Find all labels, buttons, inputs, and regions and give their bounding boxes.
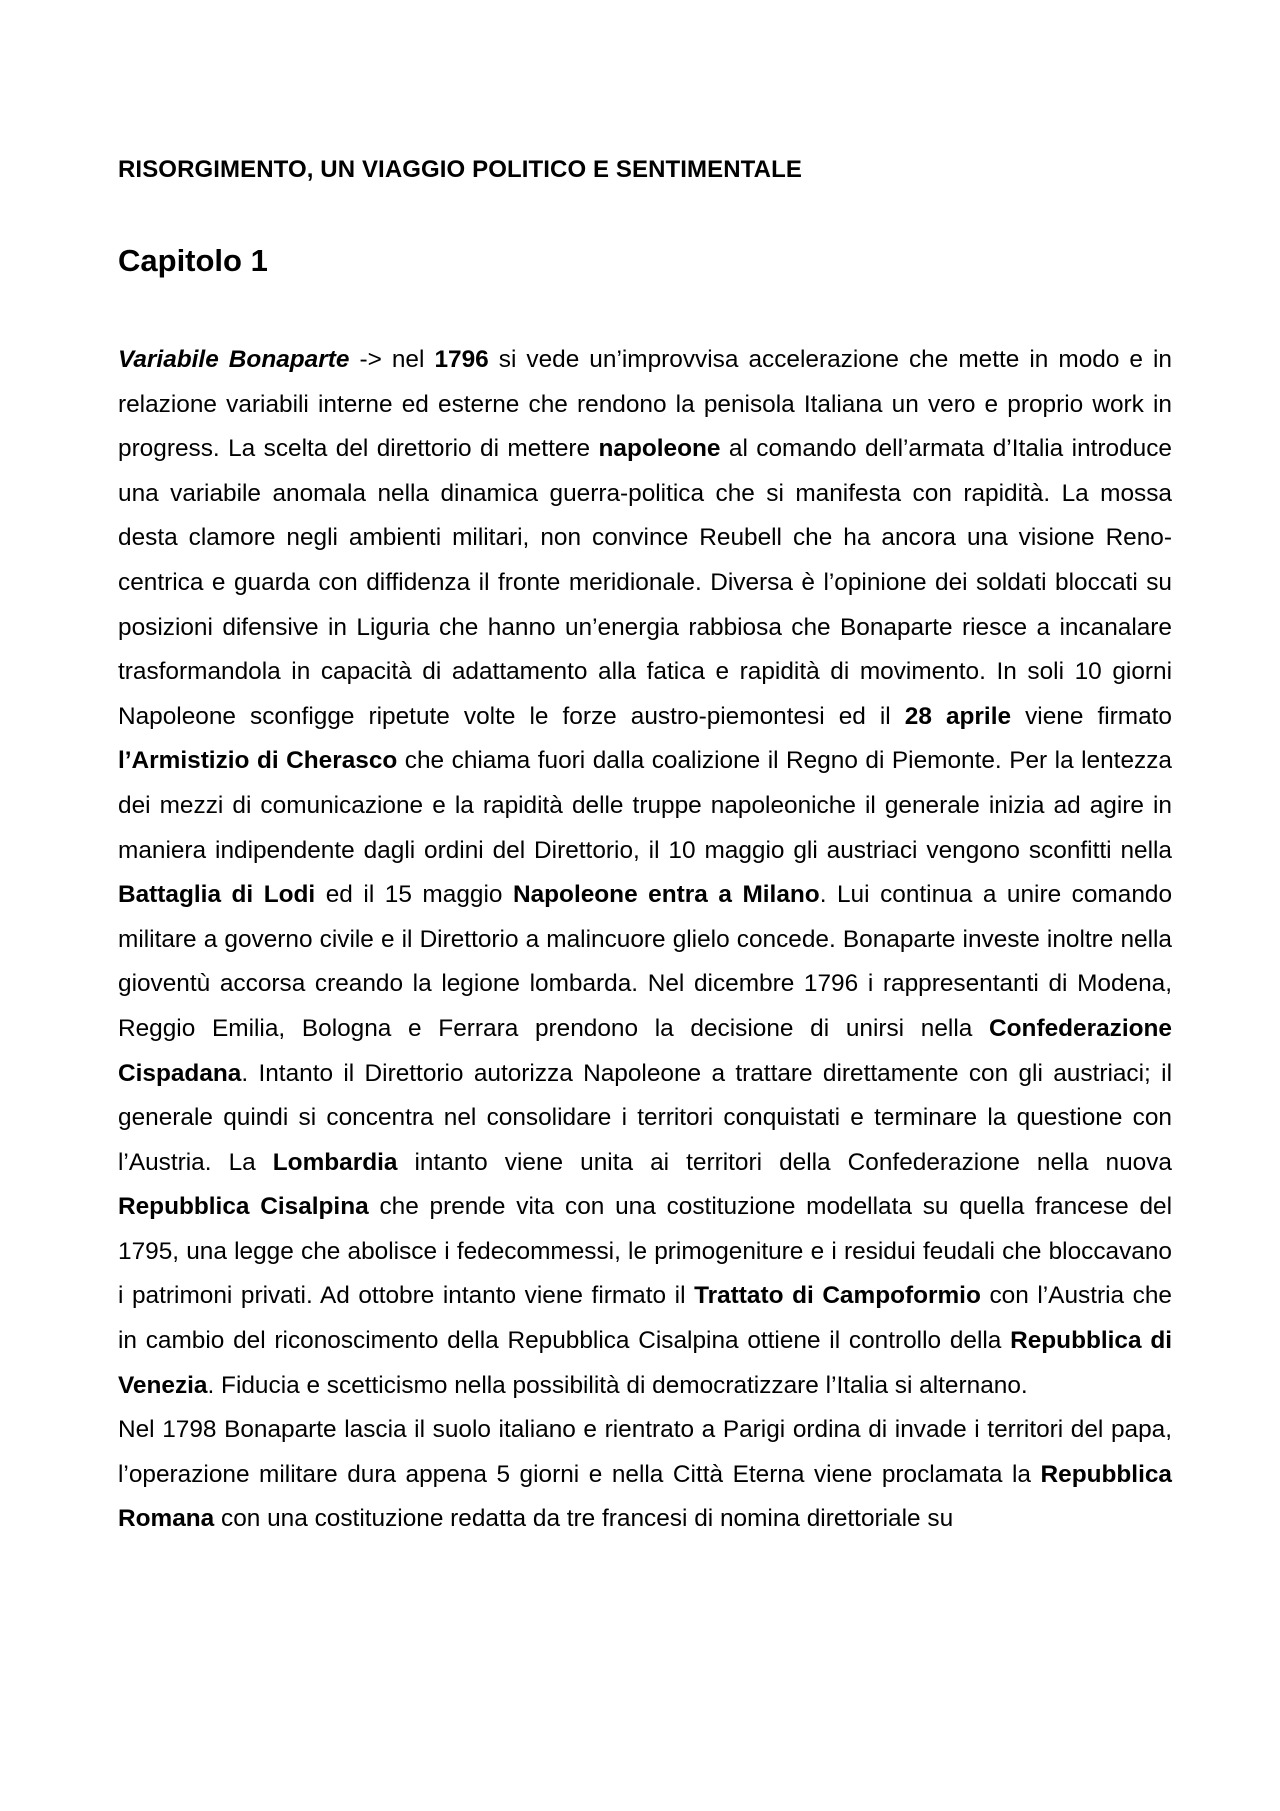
text-run: -> nel [349,346,435,373]
chapter-heading: Capitolo 1 [118,243,268,278]
text-run: che prende vita con una costituzione modellata su quella francese del 1795, una legge che abolisce i fedecommessi, le primogeniture e i residui feudali che bloccavano i patrimoni privati. Ad ottobre intanto viene firmato il [118,1193,1172,1310]
emphasized-text: Repubblica di Venezia [118,1327,1172,1399]
emphasized-text: l’Armistizio di Cherasco [118,747,398,775]
emphasized-text: Variabile Bonaparte [118,346,350,373]
text-run: intanto viene unita ai territori della Confederazione nella nuova [397,1148,1172,1176]
text-run: che chiama fuori dalla coalizione il Regno di Piemonte. Per la lentezza dei mezzi di comunicazione e la rapidità delle truppe napoleoniche il generale inizia ad agire in maniera indipendente dagli ordini del Direttorio, il 10 maggio gli austriaci vengono sconfitti nella [118,747,1172,864]
emphasized-text: 1796 [434,346,489,373]
text-run: con l’Austria che in cambio del riconoscimento della Repubblica Cisalpina ottiene il controllo della [118,1282,1172,1355]
text-run: . Fiducia e scetticismo nella possibilità di democratizzare l’Italia si alternano. [207,1371,1028,1399]
emphasized-text: Repubblica Cisalpina [118,1193,369,1221]
emphasized-text: Napoleone entra a Milano [512,881,820,909]
emphasized-text: Trattato di Campoformio [694,1282,981,1310]
document-title: RISORGIMENTO, UN VIAGGIO POLITICO E SENTIMENTALE [118,156,802,183]
text-run: si vede un’improvvisa accelerazione che mette in modo e in relazione variabili interne ed esterne che rendono la penisola Italiana un vero e proprio work in progress. La scelta del direttorio di mettere [118,346,1172,463]
text-run: con una costituzione redatta da tre francesi di nomina direttoriale su [214,1505,954,1533]
paragraph [118,338,1172,1408]
paragraph [118,1408,1172,1542]
emphasized-text: Battaglia di Lodi [118,881,316,909]
emphasized-text: Confederazione Cispadana [118,1014,1172,1087]
emphasized-text: 28 aprile [904,702,1012,730]
emphasized-text: napoleone [598,435,721,463]
emphasized-text: Repubblica Romana [118,1460,1172,1533]
text-run: . Intanto il Direttorio autorizza Napoleone a trattare direttamente con gli austriaci; il generale quindi si concentra nel consolidare i territori conquistati e terminare la questione con l’Austria. La [118,1059,1172,1176]
body-text [118,338,1172,1542]
emphasized-text: Lombardia [272,1148,398,1176]
text-run: ed il 15 maggio [315,881,513,909]
text-run: Nel 1798 Bonaparte lascia il suolo italiano e rientrato a Parigi ordina di invade i territori del papa, l’operazione militare dura appena 5 giorni e nella Città Eterna viene proclamata la [118,1416,1172,1488]
text-run: al comando dell’armata d’Italia introduce una variabile anomala nella dinamica guerra-politica che si manifesta con rapidità. La mossa desta clamore negli ambienti militari, non convince Reubell che ha ancora una visione Reno-centrica e guarda con diffidenza il fronte meridionale. Diversa è l’opinione dei soldati bloccati su posizioni difensive in Liguria che hanno un’energia rabbiosa che Bonaparte riesce a incanalare trasformandola in capacità di adattamento alla fatica e rapidità di movimento. In soli 10 giorni Napoleone sconfigge ripetute volte le forze austro-piemontesi ed il [118,435,1172,730]
text-run: . Lui continua a unire comando militare a governo civile e il Direttorio a malincuore glielo concede. Bonaparte investe inoltre nella gioventù accorsa creando la legione lombarda. Nel dicembre 1796 i rappresentanti di Modena, Reggio Emilia, Bologna e Ferrara prendono la decisione di unirsi nella [118,881,1173,1042]
text-run: viene firmato [1011,702,1172,730]
